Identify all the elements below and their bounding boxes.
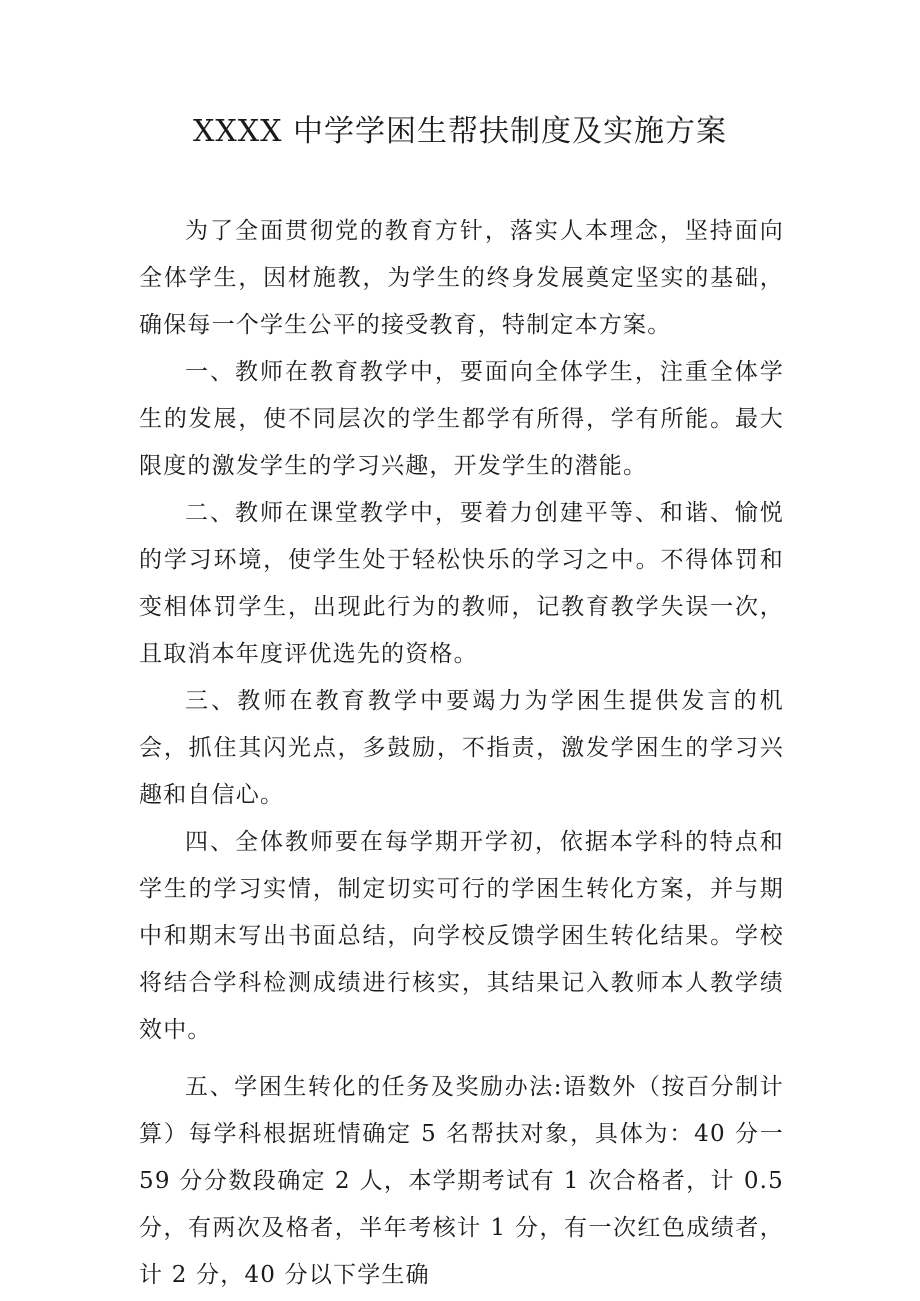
paragraph-item-2: 二、教师在课堂教学中，要着力创建平等、和谐、愉悦的学习环境，使学生处于轻松快乐的学习之中。不得体罚和变相体罚学生，出现此行为的教师，记教育教学失误一次，且取消本年度评优选先的资格。 xyxy=(139,500,784,667)
paragraph-item-3: 三、教师在教育教学中要竭力为学困生提供发言的机会，抓住其闪光点，多鼓励，不指责，激发学困生的学习兴趣和自信心。 xyxy=(139,688,784,808)
document-title: XXXX 中学学困生帮扶制度及实施方案 xyxy=(193,114,727,149)
paragraph-item-1: 一、教师在教育教学中，要面向全体学生，注重全体学生的发展，使不同层次的学生都学有所得，学有所能。最大限度的激发学生的学习兴趣，开发学生的潜能。 xyxy=(139,359,784,479)
paragraph-item-4: 四、全体教师要在每学期开学初，依据本学科的特点和学生的学习实情，制定切实可行的学困生转化方案，并与期中和期末写出书面总结，向学校反馈学困生转化结果。学校将结合学科检测成绩进行核实，其结果记入教师本人教学绩效中。 xyxy=(139,829,784,1043)
paragraph-item-5: 五、学困生转化的任务及奖励办法:语数外（按百分制计算）每学科根据班情确定 5 名帮扶对象，具体为：40 分一 59 分分数段确定 2 人，本学期考试有 1 次合格者，计 0.5 分，有两次及格者，半年考核计 1 分，有一次红色成绩者，计 2 分，40 分以下学生确 xyxy=(139,1074,784,1288)
paragraph-intro: 为了全面贯彻党的教育方针，落实人本理念，坚持面向全体学生，因材施教，为学生的终身发展奠定坚实的基础，确保每一个学生公平的接受教育，特制定本方案。 xyxy=(139,218,784,338)
document-body xyxy=(139,208,784,1299)
